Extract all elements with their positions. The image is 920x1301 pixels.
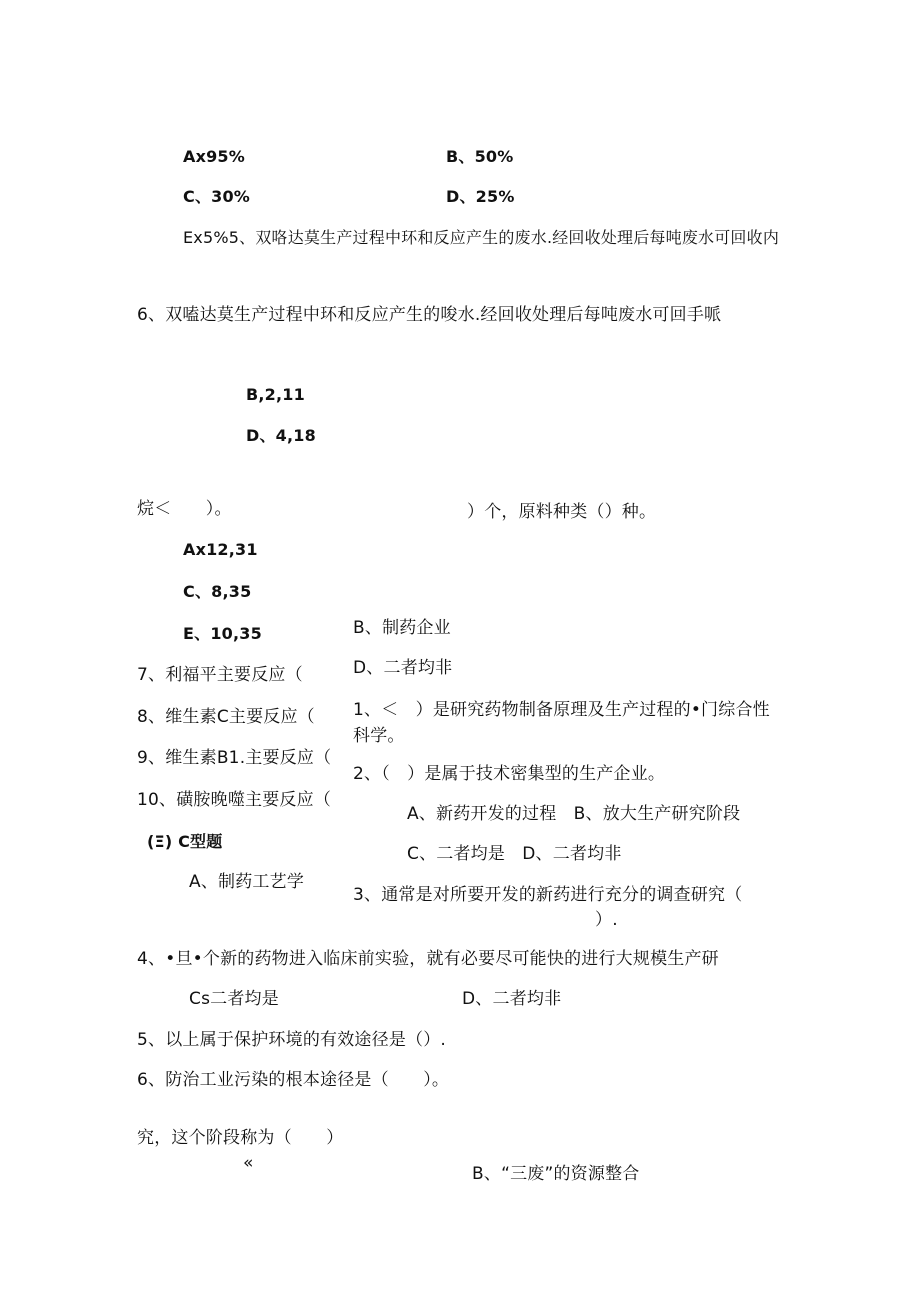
question-6-stem: 6、双嗑达莫生产过程中环和反应产生的唆水.经回收处理后每吨废水可回手哌 xyxy=(137,305,722,325)
question-6-continuation: 烷＜ ）。 xyxy=(137,499,232,519)
option-e-10-35: E、10,35 xyxy=(183,624,262,643)
question-6-blanks: ）个，原料种类（）种。 xyxy=(467,502,657,522)
option-b-2-11: B,2,11 xyxy=(246,385,305,404)
option-d-25: D、25% xyxy=(446,187,515,206)
option-c-8-35: C、8,35 xyxy=(183,582,252,601)
question-8: 8、维生素C主要反应（ xyxy=(137,707,315,727)
question-10: 10、磺胺晚噬主要反应（ xyxy=(137,790,332,810)
question-4-stem: 4、•旦•个新的药物进入临床前实验，就有必要尽可能快的进行大规模生产研 xyxy=(137,949,719,969)
options-a-b-stage: A、新药开发的过程 B、放大生产研究阶段 xyxy=(407,804,741,824)
option-b-pharma-enterprise: B、制药企业 xyxy=(353,618,451,638)
question-9: 9、维生素B1.主要反应（ xyxy=(137,748,332,768)
option-c-both: Cs二者均是 xyxy=(189,989,279,1009)
option-a-12-31: Ax12,31 xyxy=(183,540,258,559)
question-5-environment: 5、以上属于保护环境的有效途径是（）. xyxy=(137,1030,447,1050)
option-d-4-18: D、4,18 xyxy=(246,426,316,445)
option-d-neither: D、二者均非 xyxy=(353,658,453,678)
option-c-30: C、30% xyxy=(183,187,251,206)
option-a-pharma-process: A、制药工艺学 xyxy=(189,872,305,892)
option-b-50: B、50% xyxy=(446,147,514,166)
option-e-question-5: Ex5%5、双咯达莫生产过程中环和反应产生的废水.经回收处理后每吨废水可回收内 xyxy=(183,228,780,247)
question-3-blank: ）. xyxy=(595,910,618,930)
option-b-waste-resource: B、“三废”的资源整合 xyxy=(472,1164,640,1184)
option-a-95: Ax95% xyxy=(183,147,245,166)
options-c-d-both: C、二者均是 D、二者均非 xyxy=(407,844,622,864)
question-2-c-type: 2、（ ）是属于技术密集型的生产企业。 xyxy=(353,764,666,784)
question-6-pollution: 6、防治工业污染的根本途径是（ ）。 xyxy=(137,1070,450,1090)
question-4-continuation: 究，这个阶段称为（ ） xyxy=(137,1128,344,1148)
section-c-type-heading: (Ξ) C型题 xyxy=(147,832,223,851)
question-1-c-type: 1、＜ ）是研究药物制备原理及生产过程的•门综合性科学。 xyxy=(353,700,770,746)
question-3-stem: 3、通常是对所要开发的新药进行充分的调查研究（ xyxy=(353,885,743,905)
option-d-neither-2: D、二者均非 xyxy=(462,989,562,1009)
question-7: 7、利福平主要反应（ xyxy=(137,665,303,685)
stray-mark: « xyxy=(243,1153,254,1173)
